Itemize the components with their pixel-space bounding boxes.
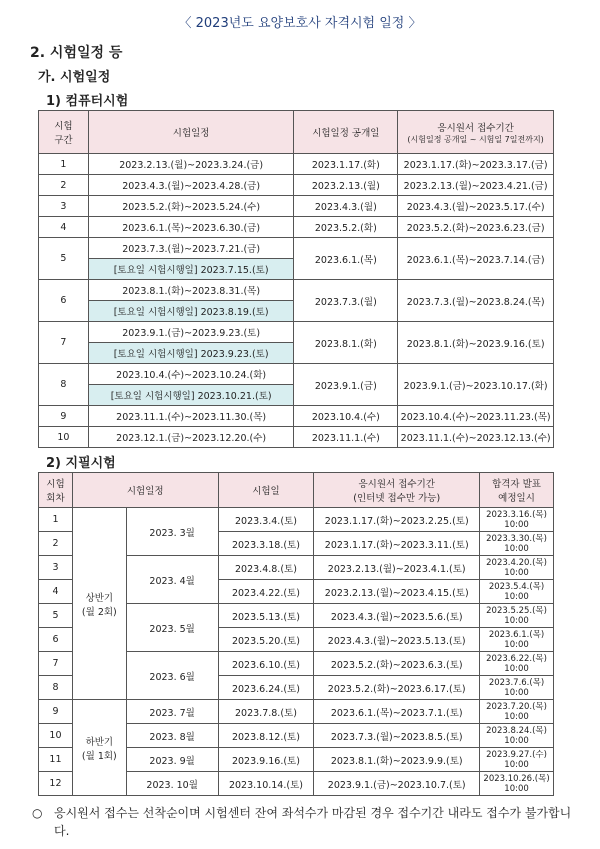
result-date: 2023.7.6.(목) 10:00 (480, 676, 554, 700)
table-row (39, 700, 554, 724)
period: 2023.4.3.(월)~2023.4.28.(금) (88, 175, 294, 196)
month: 2023. 4월 (126, 556, 218, 604)
page-title: 〈 2023년도 요양보호사 자격시험 일정 〉 (178, 16, 422, 31)
apply-period: 2023.5.2.(화)~2023.6.23.(금) (398, 217, 554, 238)
result-date: 2023.4.20.(목) 10:00 (480, 556, 554, 580)
round-no: 3 (39, 196, 89, 217)
apply-period: 2023.6.1.(목)~2023.7.14.(금) (398, 238, 554, 280)
round-no: 11 (39, 748, 73, 772)
apply-period: 2023.5.2.(화)~2023.6.17.(토) (314, 676, 480, 700)
round-no: 7 (39, 652, 73, 676)
round-no: 3 (39, 556, 73, 580)
round-no: 12 (39, 772, 73, 796)
round-no: 6 (39, 280, 89, 322)
subsection-heading: 가. 시험일정 (38, 70, 111, 85)
round-no: 2 (39, 175, 89, 196)
announce: 2023.6.1.(목) (294, 238, 398, 280)
announce: 2023.7.3.(월) (294, 280, 398, 322)
apply-period: 2023.8.1.(화)~2023.9.16.(토) (398, 322, 554, 364)
period: 2023.6.1.(목)~2023.6.30.(금) (88, 217, 294, 238)
result-date: 2023.10.26.(목) 10:00 (480, 772, 554, 796)
announce: 2023.4.3.(월) (294, 196, 398, 217)
exam-date: 2023.3.4.(토) (218, 508, 314, 532)
round-no: 9 (39, 406, 89, 427)
notice (32, 804, 572, 840)
result-date: 2023.5.4.(목) 10:00 (480, 580, 554, 604)
saturday-exam: [토요일 시험시행일] 2023.8.19.(토) (88, 301, 294, 322)
round-no: 10 (39, 427, 89, 448)
computer-test-table (38, 110, 554, 448)
result-date: 2023.9.27.(수) 10:00 (480, 748, 554, 772)
table-row (39, 154, 554, 175)
half-second: 하반기 (월 1회) (72, 700, 126, 796)
exam-date: 2023.8.12.(토) (218, 724, 314, 748)
apply-period: 2023.9.1.(금)~2023.10.7.(토) (314, 772, 480, 796)
col-apply: 응시원서 접수기간 (인터넷 접수만 가능) (314, 473, 480, 508)
period: 2023.7.3.(월)~2023.7.21.(금) (88, 238, 294, 259)
apply-period: 2023.4.3.(월)~2023.5.13.(토) (314, 628, 480, 652)
table-row (39, 508, 554, 532)
round-no: 7 (39, 322, 89, 364)
computer-test-heading: 1) 컴퓨터시험 (46, 94, 129, 109)
announce: 2023.8.1.(화) (294, 322, 398, 364)
exam-date: 2023.7.8.(토) (218, 700, 314, 724)
col-date: 시험일 (218, 473, 314, 508)
exam-date: 2023.9.16.(토) (218, 748, 314, 772)
table-row (39, 238, 554, 259)
announce: 2023.9.1.(금) (294, 364, 398, 406)
col-announce: 합격자 발표 예정일시 (480, 473, 554, 508)
period: 2023.8.1.(화)~2023.8.31.(목) (88, 280, 294, 301)
result-date: 2023.3.16.(목) 10:00 (480, 508, 554, 532)
apply-period: 2023.8.1.(화)~2023.9.9.(토) (314, 748, 480, 772)
saturday-exam: [토요일 시험시행일] 2023.9.23.(토) (88, 343, 294, 364)
col-apply-note: (시험일정 공개일 ~ 시험일 7일전까지) (407, 134, 544, 144)
table-row (39, 364, 554, 385)
announce: 2023.5.2.(화) (294, 217, 398, 238)
month: 2023. 7월 (126, 700, 218, 724)
round-no: 1 (39, 508, 73, 532)
result-date: 2023.6.1.(목) 10:00 (480, 628, 554, 652)
col-period: 시험일정 (88, 111, 294, 154)
exam-date: 2023.5.13.(토) (218, 604, 314, 628)
exam-date: 2023.10.14.(토) (218, 772, 314, 796)
col-announce: 시험일정 공개일 (294, 111, 398, 154)
col-apply-label: 응시원서 접수기간 (437, 122, 514, 134)
period: 2023.5.2.(화)~2023.5.24.(수) (88, 196, 294, 217)
exam-date: 2023.4.22.(토) (218, 580, 314, 604)
announce: 2023.11.1.(수) (294, 427, 398, 448)
result-date: 2023.6.22.(목) 10:00 (480, 652, 554, 676)
month: 2023. 9월 (126, 748, 218, 772)
table-row (39, 217, 554, 238)
round-no: 9 (39, 700, 73, 724)
table-row (39, 406, 554, 427)
round-no: 4 (39, 217, 89, 238)
saturday-exam: [토요일 시험시행일] 2023.10.21.(토) (88, 385, 294, 406)
exam-date: 2023.5.20.(토) (218, 628, 314, 652)
result-date: 2023.3.30.(목) 10:00 (480, 532, 554, 556)
apply-period: 2023.9.1.(금)~2023.10.17.(화) (398, 364, 554, 406)
apply-period: 2023.7.3.(월)~2023.8.24.(목) (398, 280, 554, 322)
apply-period: 2023.6.1.(목)~2023.7.1.(토) (314, 700, 480, 724)
month: 2023. 6월 (126, 652, 218, 700)
round-no: 6 (39, 628, 73, 652)
round-no: 5 (39, 604, 73, 628)
section-heading: 2. 시험일정 등 (30, 45, 123, 61)
half-first: 상반기 (월 2회) (72, 508, 126, 700)
month: 2023. 3월 (126, 508, 218, 556)
paper-test-table (38, 472, 554, 796)
period: 2023.9.1.(금)~2023.9.23.(토) (88, 322, 294, 343)
round-no: 1 (39, 154, 89, 175)
apply-period: 2023.2.13.(월)~2023.4.1.(토) (314, 556, 480, 580)
saturday-exam: [토요일 시험시행일] 2023.7.15.(토) (88, 259, 294, 280)
paper-test-heading: 2) 지필시험 (46, 456, 116, 471)
apply-period: 2023.2.13.(월)~2023.4.21.(금) (398, 175, 554, 196)
notice-text: 응시원서 접수는 선착순이며 시험센터 잔여 좌석수가 마감된 경우 접수기간 내라도 접수가 불가합니다. (54, 806, 572, 838)
exam-date: 2023.6.24.(토) (218, 676, 314, 700)
announce: 2023.2.13.(월) (294, 175, 398, 196)
announce: 2023.10.4.(수) (294, 406, 398, 427)
apply-period: 2023.11.1.(수)~2023.12.13.(수) (398, 427, 554, 448)
result-date: 2023.8.24.(목) 10:00 (480, 724, 554, 748)
table-row (39, 322, 554, 343)
apply-period: 2023.5.2.(화)~2023.6.3.(토) (314, 652, 480, 676)
apply-period: 2023.1.17.(화)~2023.2.25.(토) (314, 508, 480, 532)
result-date: 2023.7.20.(목) 10:00 (480, 700, 554, 724)
round-no: 10 (39, 724, 73, 748)
apply-period: 2023.1.17.(화)~2023.3.17.(금) (398, 154, 554, 175)
period: 2023.2.13.(월)~2023.3.24.(금) (88, 154, 294, 175)
period: 2023.12.1.(금)~2023.12.20.(수) (88, 427, 294, 448)
col-apply (398, 111, 554, 154)
notice-bullet: ○ (32, 806, 43, 820)
col-round: 시험 회차 (39, 473, 73, 508)
round-no: 5 (39, 238, 89, 280)
exam-date: 2023.3.18.(토) (218, 532, 314, 556)
table-row (39, 175, 554, 196)
round-no: 2 (39, 532, 73, 556)
apply-period: 2023.10.4.(수)~2023.11.23.(목) (398, 406, 554, 427)
table-row (39, 427, 554, 448)
apply-period: 2023.2.13.(월)~2023.4.15.(토) (314, 580, 480, 604)
apply-period: 2023.4.3.(월)~2023.5.17.(수) (398, 196, 554, 217)
period: 2023.11.1.(수)~2023.11.30.(목) (88, 406, 294, 427)
period: 2023.10.4.(수)~2023.10.24.(화) (88, 364, 294, 385)
round-no: 8 (39, 676, 73, 700)
month: 2023. 5월 (126, 604, 218, 652)
table-row (39, 280, 554, 301)
announce: 2023.1.17.(화) (294, 154, 398, 175)
exam-date: 2023.6.10.(토) (218, 652, 314, 676)
apply-period: 2023.7.3.(월)~2023.8.5.(토) (314, 724, 480, 748)
col-round: 시험 구간 (39, 111, 89, 154)
col-schedule: 시험일정 (72, 473, 218, 508)
month: 2023. 8월 (126, 724, 218, 748)
exam-date: 2023.4.8.(토) (218, 556, 314, 580)
apply-period: 2023.4.3.(월)~2023.5.6.(토) (314, 604, 480, 628)
month: 2023. 10월 (126, 772, 218, 796)
round-no: 4 (39, 580, 73, 604)
table-row (39, 196, 554, 217)
apply-period: 2023.1.17.(화)~2023.3.11.(토) (314, 532, 480, 556)
result-date: 2023.5.25.(목) 10:00 (480, 604, 554, 628)
round-no: 8 (39, 364, 89, 406)
